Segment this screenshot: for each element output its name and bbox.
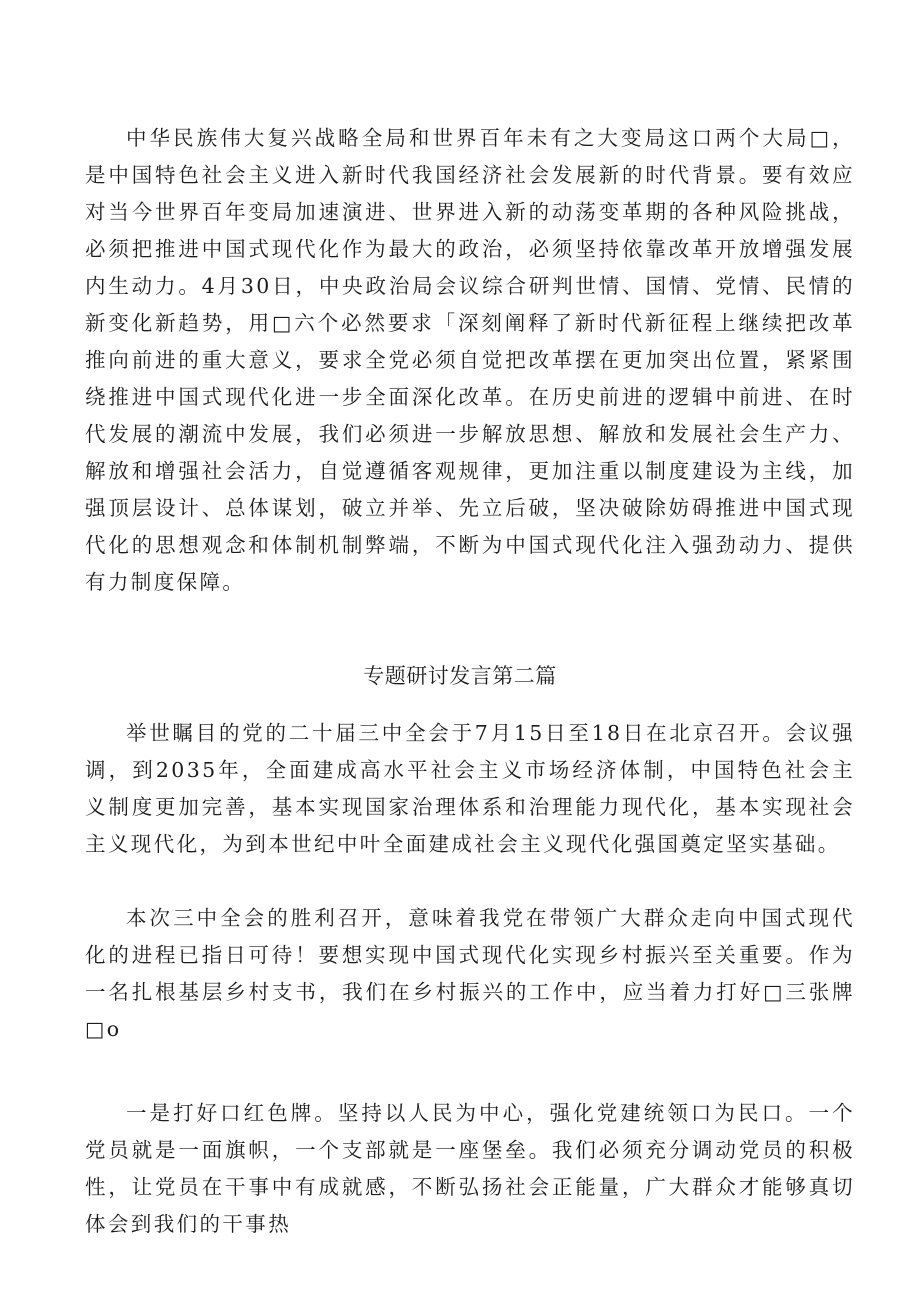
paragraph-2: 举世瞩目的党的二十届三中全会于7月15日至18日在北京召开。会议强调，到2035年，全面建成高水平社会主义市场经济体制，中国特色社会主义制度更加完善，基本实现国家治理体系和治理能力现代化，基本实现社会主义现代化，为到本世纪中叶全面建成社会主义现代化强国奠定坚实基础。: [85, 721, 855, 856]
paragraph-3: 本次三中全会的胜利召开，意味着我党在带领广大群众走向中国式现代化的进程已指日可待！要想实现中国式现代化实现乡村振兴至关重要。作为一名扎根基层乡村支书，我们在乡村振兴的工作中，应当着力打好□三张牌□o: [85, 906, 855, 1041]
section-title: 专题研讨发言第二篇: [363, 664, 557, 688]
paragraph-1: 中华民族伟大复兴战略全局和世界百年未有之大变局这口两个大局□，是中国特色社会主义进入新时代我国经济社会发展新的时代背景。要有效应对当今世界百年变局加速演进、世界进入新的动荡变革期的各种风险挑战，必须把推进中国式现代化作为最大的政治，必须坚持依靠改革开放增强发展内生动力。4月30日，中央政治局会议综合研判世情、国情、党情、民情的新变化新趋势，用□六个必然要求「深刻阐释了新时代新征程上继续把改革推向前进的重大意义，要求全党必须自觉把改革摆在更加突出位置，紧紧围绕推进中国式现代化进一步全面深化改革。在历史前进的逻辑中前进、在时代发展的潮流中发展，我们必须进一步解放思想、解放和发展社会生产力、解放和增强社会活力，自觉遵循客观规律，更加注重以制度建设为主线，加强顶层设计、总体谋划，破立并举、先立后破，坚决破除妨碍推进中国式现代化的思想观念和体制机制弊端，不断为中国式现代化注入强劲动力、提供有力制度保障。: [85, 126, 855, 594]
paragraph-4: 一是打好口红色牌。坚持以人民为中心，强化党建统领口为民口。一个党员就是一面旗帜，一个支部就是一座堡垒。我们必须充分调动党员的积极性，让党员在干事中有成就感，不断弘扬社会正能量，广大群众才能够真切体会到我们的干事热: [85, 1101, 855, 1236]
